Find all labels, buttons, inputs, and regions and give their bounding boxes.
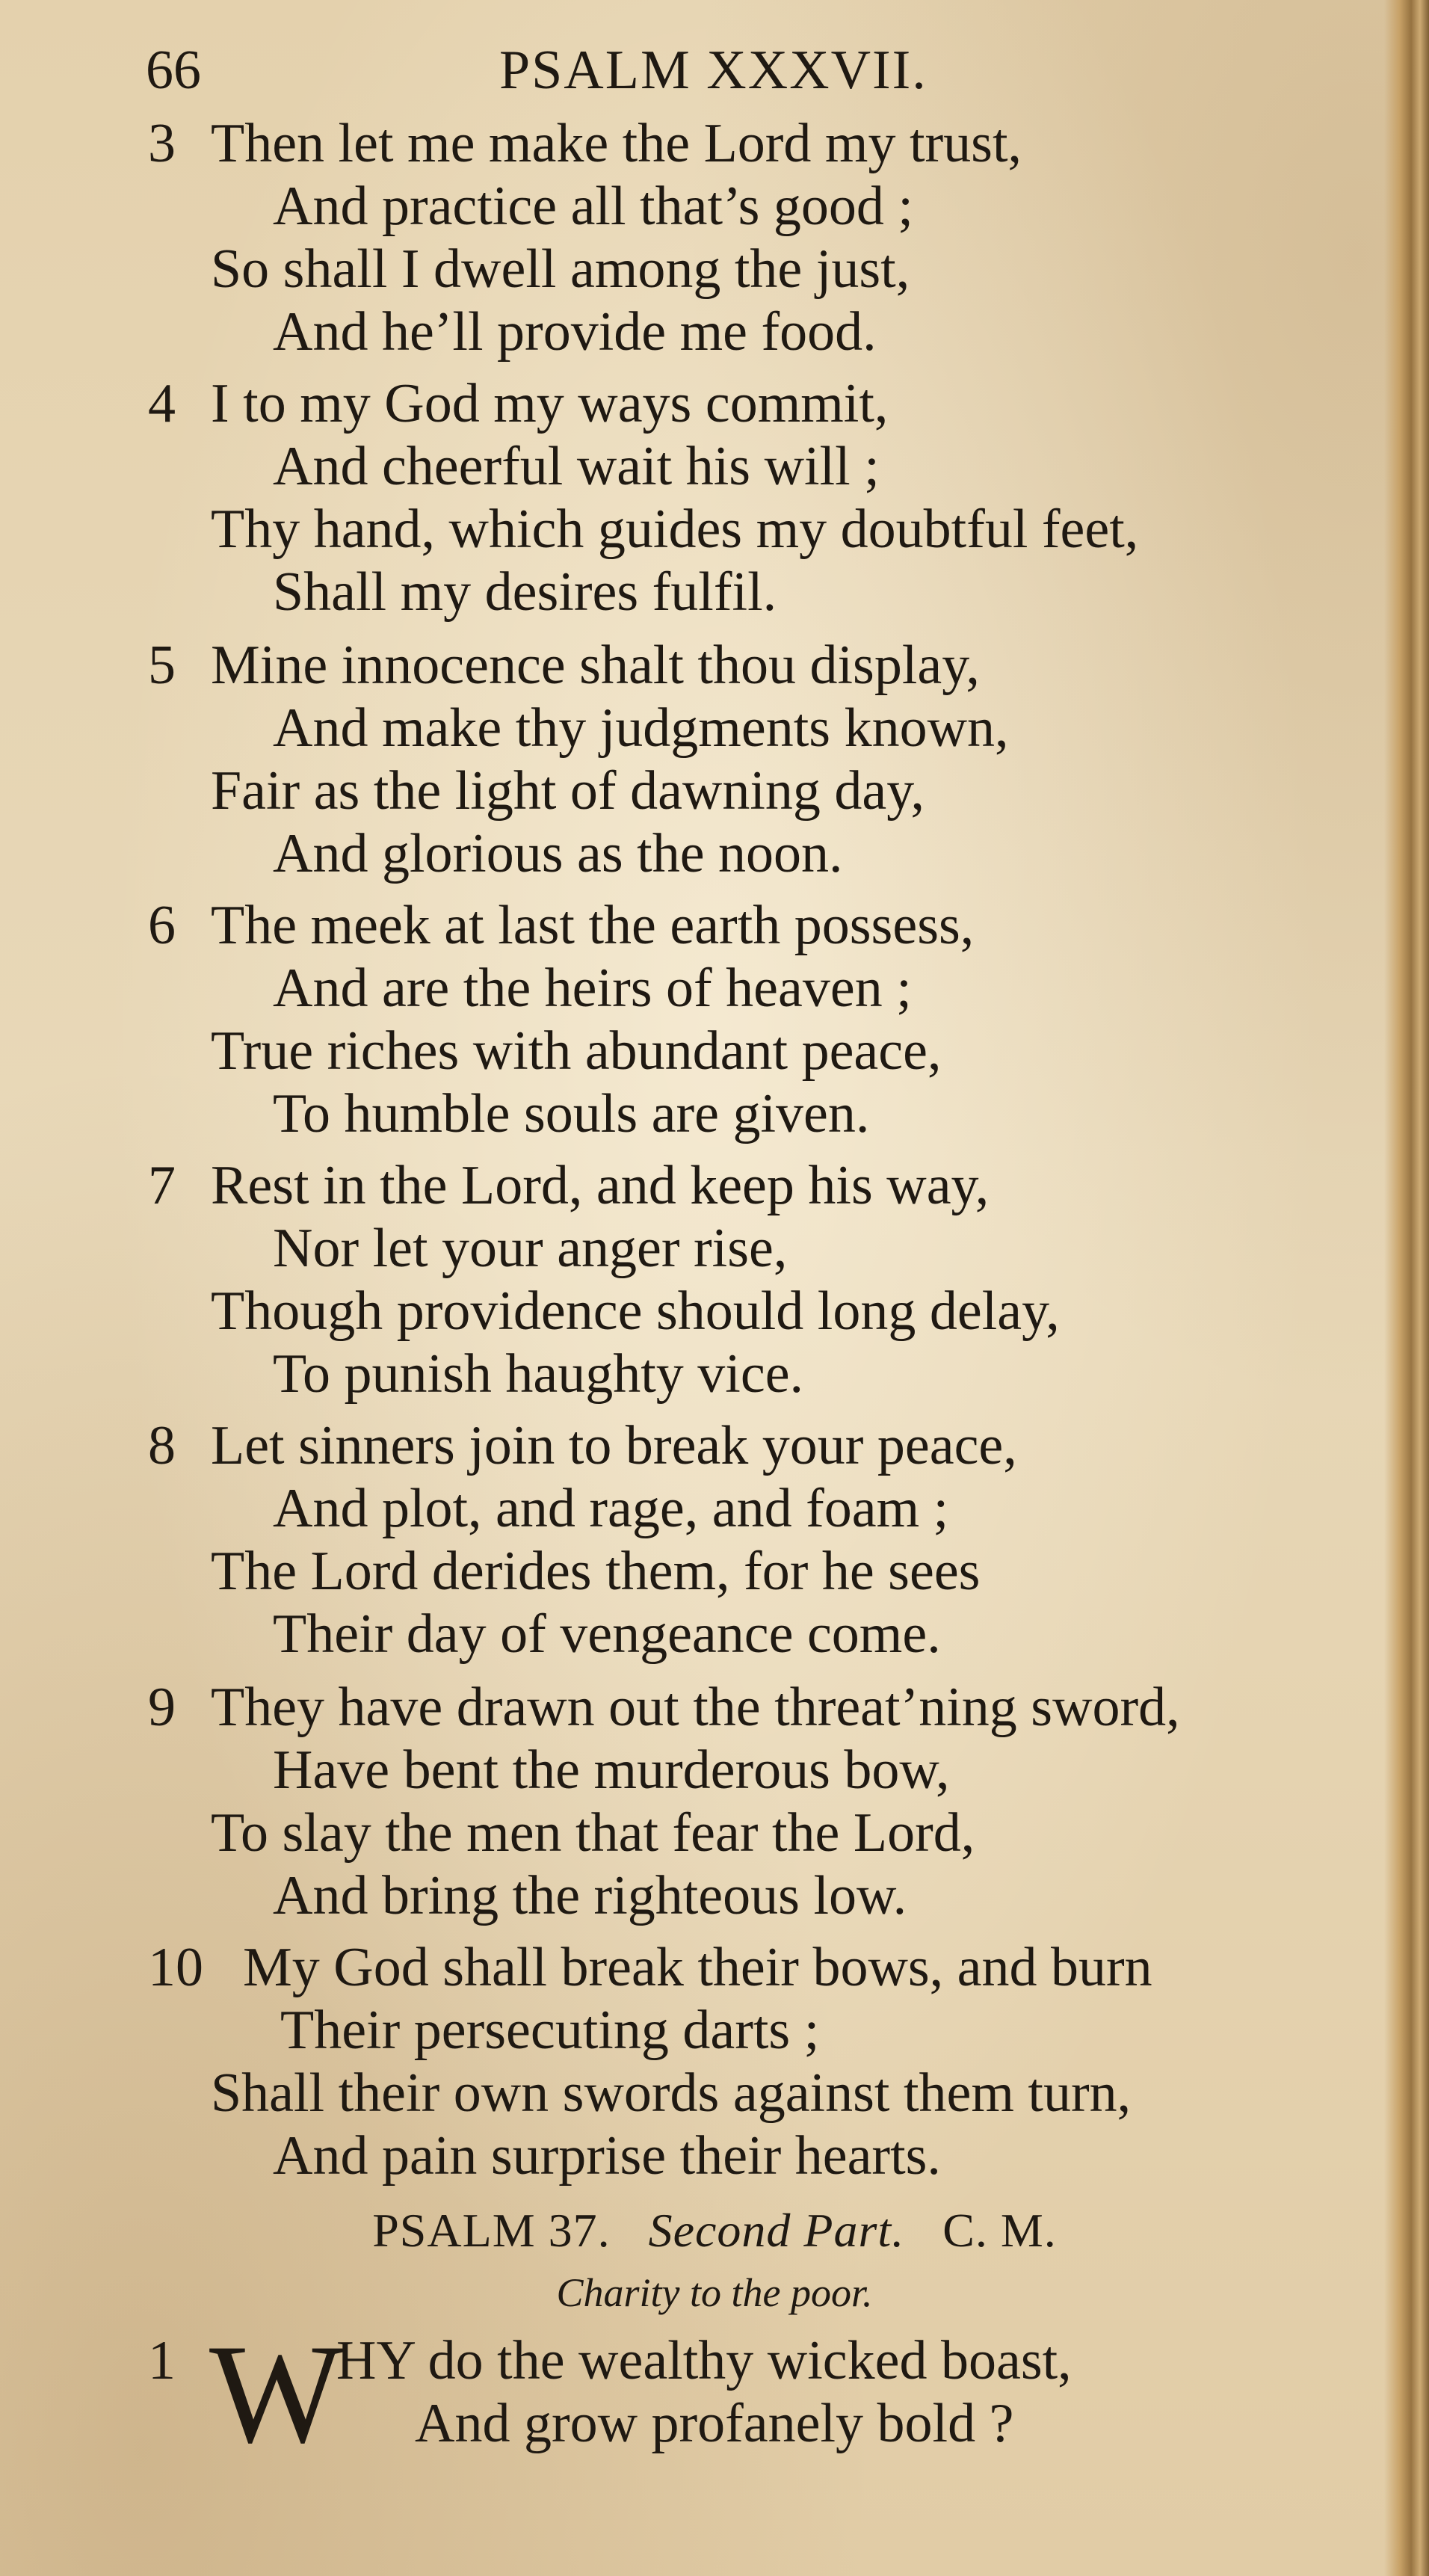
section-subtitle: Charity to the poor. <box>556 2270 873 2315</box>
verse-line: And grow profanely bold ? <box>415 2393 1014 2454</box>
verse-line: Nor let your anger rise, <box>273 1218 788 1279</box>
verse-line: Their day of vengeance come. <box>273 1603 941 1665</box>
verse-line: Fair as the light of dawning day, <box>211 760 925 822</box>
verse-line: Let sinners join to break your peace, <box>211 1415 1017 1476</box>
drop-cap: W <box>209 2316 344 2473</box>
stanza-number: 4 <box>148 373 176 434</box>
heading-part: Second Part. <box>648 2204 905 2257</box>
verse-line: They have drawn out the threat’ning sword, <box>211 1677 1180 1738</box>
verse-line: And practice all that’s good ; <box>273 176 913 237</box>
verse-line: My God shall break their bows, and burn <box>243 1937 1152 1998</box>
verse-line: Shall my desires fulfil. <box>273 561 777 623</box>
stanza-number: 5 <box>148 635 176 696</box>
verse-line: And glorious as the noon. <box>273 823 843 884</box>
stanza-number: 6 <box>148 895 176 956</box>
verse-line: To humble souls are given. <box>273 1083 870 1144</box>
stanza-number: 8 <box>148 1415 176 1476</box>
verse-line: The Lord derides them, for he sees <box>211 1541 981 1602</box>
stanza-number: 3 <box>148 113 176 174</box>
page-edge <box>1384 0 1429 2576</box>
verse-line: And are the heirs of heaven ; <box>273 958 912 1019</box>
verse-line: To punish haughty vice. <box>273 1343 804 1405</box>
section-heading <box>0 2201 1429 2261</box>
heading-meter: C. M. <box>942 2204 1057 2257</box>
verse-line: Thy hand, which guides my doubtful feet, <box>211 499 1139 560</box>
verse-line: And pain surprise their hearts. <box>273 2125 941 2187</box>
verse-line: And bring the righteous low. <box>273 1865 907 1926</box>
verse-line: Shall their own swords against them turn, <box>211 2062 1132 2124</box>
verse-line: HY do the wealthy wicked boast, <box>336 2330 1072 2391</box>
verse-line: And cheerful wait his will ; <box>273 436 880 497</box>
stanza-number: 7 <box>148 1155 176 1216</box>
verse-line: Then let me make the Lord my trust, <box>211 113 1022 174</box>
verse-line: Though providence should long delay, <box>211 1281 1060 1342</box>
stanza-number: 1 <box>148 2330 176 2391</box>
verse-line: Have bent the murderous bow, <box>273 1740 950 1801</box>
verse-line: Rest in the Lord, and keep his way, <box>211 1155 990 1216</box>
stanza-number: 9 <box>148 1677 176 1738</box>
running-head: PSALM XXXVII. <box>499 40 928 101</box>
verse-line: The meek at last the earth possess, <box>211 895 975 956</box>
verse-line: And make thy judgments known, <box>273 697 1009 759</box>
verse-line: And plot, and rage, and foam ; <box>273 1478 949 1539</box>
page-number: 66 <box>146 40 201 101</box>
verse-line: I to my God my ways commit, <box>211 373 889 434</box>
verse-line: True riches with abundant peace, <box>211 1020 942 1082</box>
verse-line: Mine innocence shalt thou display, <box>211 635 980 696</box>
verse-line: To slay the men that fear the Lord, <box>211 1802 975 1864</box>
stanza-number: 10 <box>148 1937 203 1998</box>
verse-line: So shall I dwell among the just, <box>211 238 910 300</box>
verse-line: And he’ll provide me food. <box>273 301 877 363</box>
heading-psalm: PSALM 37. <box>372 2204 611 2257</box>
verse-line: Their persecuting darts ; <box>280 2000 820 2061</box>
